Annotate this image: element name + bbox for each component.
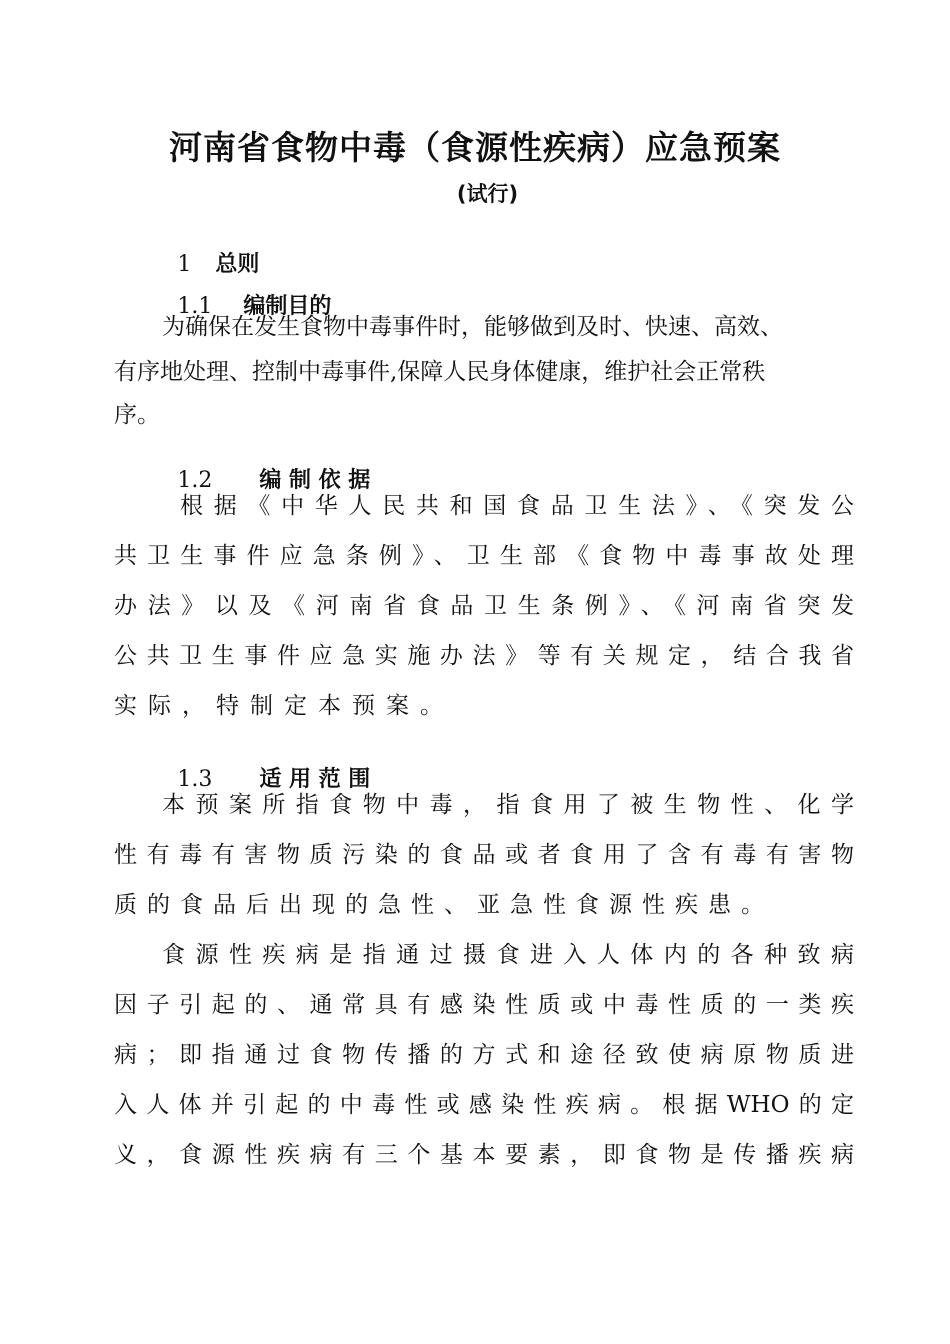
paragraph-line: 病；即指通过食物传播的方式和途径致使病原物质进 [114, 1042, 854, 1068]
section-number: 1 [177, 252, 192, 277]
paragraph-line: 根据《中华人民共和国食品卫生法》、《突发公 [180, 493, 854, 519]
document-title: 河南省食物中毒（食源性疾病）应急预案 [169, 128, 781, 167]
paragraph-line: 食源性疾病是指通过摄食进入人体内的各种致病 [162, 942, 854, 968]
section-title: 编 制 依 据 [259, 468, 371, 493]
paragraph-line: 本预案所指食物中毒，指食用了被生物性、化学 [162, 792, 854, 818]
paragraph-line: 办法》以及《河南省食品卫生条例》、《河南省突发 [114, 593, 854, 619]
paragraph-line: 实际，特制定本预案。 [114, 693, 454, 719]
section-number: 1.3 [177, 767, 213, 792]
section-title: 编制目的 [243, 294, 332, 319]
paragraph-line: 性有毒有害物质污染的食品或者食用了含有毒有害物 [114, 842, 854, 868]
section-heading-1-3 [162, 737, 370, 793]
document-subtitle: (试行) [456, 182, 519, 206]
paragraph-line: 入人体并引起的中毒性或感染性疾病。根据WHO的定 [114, 1092, 854, 1118]
paragraph-line: 为确保在发生食物中毒事件时，能够做到及时、快速、高效、 [162, 314, 783, 340]
paragraph-line: 质的食品后出现的急性、亚急性食源性疾患。 [114, 892, 774, 918]
section-title: 适 用 范 围 [259, 767, 371, 792]
paragraph-line: 因子引起的、通常具有感染性质或中毒性质的一类疾 [114, 992, 854, 1018]
paragraph-line: 有序地处理、控制中毒事件,保障人民身体健康，维护社会正常秩 [114, 359, 766, 385]
paragraph-line: 义，食源性疾病有三个基本要素，即食物是传播疾病 [114, 1142, 854, 1168]
paragraph-line: 序。 [114, 402, 160, 428]
section-heading-1-2 [162, 438, 370, 494]
section-number: 1.2 [177, 468, 213, 493]
paragraph-line: 公共卫生事件应急实施办法》等有关规定，结合我省 [114, 643, 854, 669]
section-title: 总则 [215, 252, 260, 277]
section-number: 1.1 [177, 294, 213, 319]
paragraph-line: 共卫生事件应急条例》、卫生部《食物中毒事故处理 [114, 543, 854, 569]
